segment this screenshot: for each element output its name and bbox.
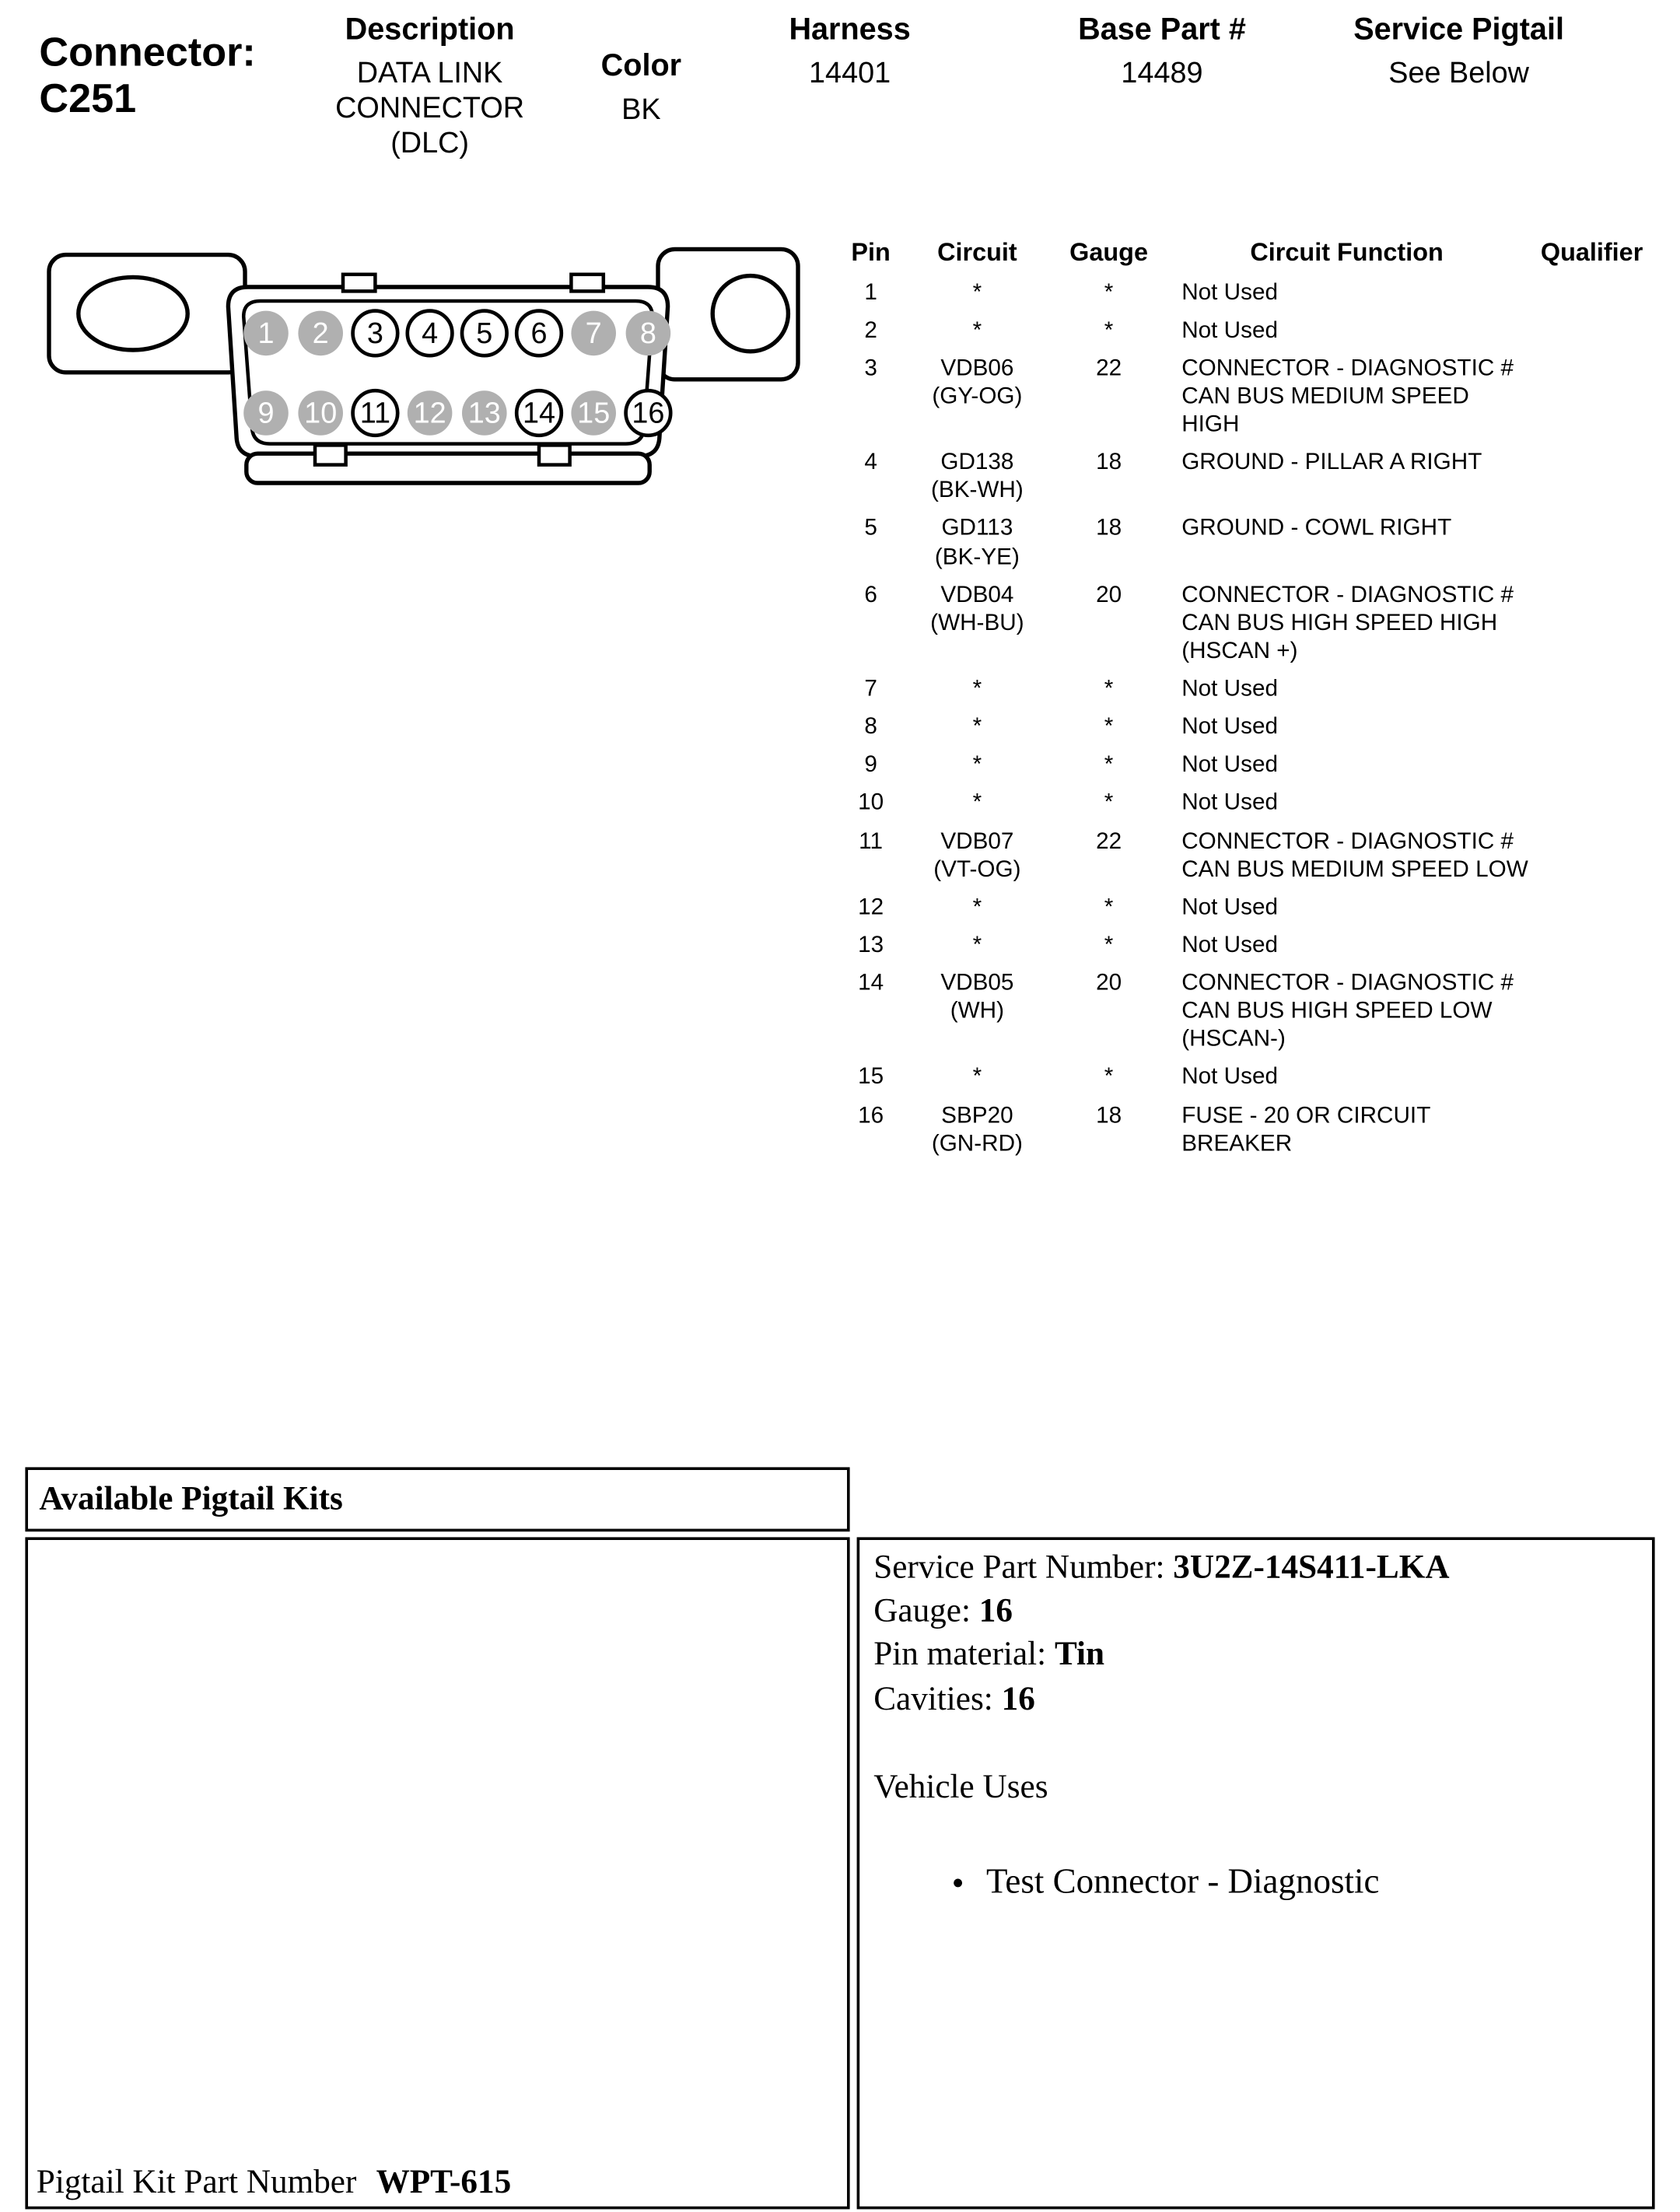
- pin-material-line: [873, 1634, 1638, 1678]
- service-pigtail-label: Service Pigtail: [1353, 11, 1564, 47]
- circuit-code: *: [972, 676, 982, 702]
- circuit-color-code: (VT-OG): [933, 856, 1021, 882]
- pin-number: 8: [864, 714, 877, 740]
- base-part-value: 14489: [1121, 57, 1203, 90]
- harness-label: Harness: [789, 11, 911, 47]
- bottom-tab-right: [539, 445, 570, 464]
- pin-number: 9: [864, 752, 877, 778]
- circuit-function-cell: CONNECTOR - DIAGNOSTIC # CAN BUS HIGH SPEED LOW (HSCAN-): [1181, 970, 1514, 1052]
- circuit-cell: [901, 675, 1052, 703]
- circuit-code: GD113: [941, 516, 1013, 541]
- pin-row-4: [840, 443, 1657, 509]
- circuit-code: VDB05: [940, 970, 1014, 996]
- circuit-color-code: (BK-YE): [934, 544, 1020, 569]
- service-part-number-line: [873, 1547, 1638, 1591]
- connector-label: Connector:: [39, 30, 256, 76]
- bottom-strip: [247, 453, 649, 483]
- qualifier-cell: [1529, 278, 1655, 306]
- qualifier-cell: [1529, 751, 1655, 779]
- description-label: Description: [345, 11, 515, 47]
- pin-number: 4: [864, 450, 877, 475]
- col-header-qualifier: Qualifier: [1540, 238, 1643, 266]
- qualifier-cell: [1529, 789, 1655, 817]
- pin-number-label-6: 6: [530, 317, 548, 350]
- pin-number: 6: [864, 582, 877, 607]
- circuit-cell: [901, 827, 1052, 883]
- circuit-function-cell: Not Used: [1181, 714, 1279, 740]
- circuit-cell: [901, 448, 1052, 504]
- color-value: BK: [621, 93, 661, 126]
- qualifier-cell: [1529, 827, 1655, 883]
- gauge-cell: *: [1104, 279, 1114, 305]
- circuit-cell: [901, 712, 1052, 740]
- circuit-function-cell: Not Used: [1181, 752, 1279, 778]
- pin-row-12: [840, 888, 1657, 926]
- left-ear-hole: [79, 277, 187, 350]
- circuit-function-cell: Not Used: [1181, 1064, 1279, 1090]
- vehicle-uses-list: [873, 1860, 1638, 1906]
- qualifier-cell: [1529, 448, 1655, 504]
- circuit-cell: [901, 1063, 1052, 1091]
- header-col-color: [578, 47, 704, 128]
- circuit-color-code: (BK-WH): [931, 478, 1024, 503]
- qualifier-cell: [1529, 931, 1655, 959]
- gauge-cell: *: [1104, 1064, 1114, 1090]
- circuit-code: *: [972, 279, 982, 305]
- pin-number: 1: [864, 279, 877, 305]
- cavities-line: [873, 1678, 1638, 1721]
- pin-number: 2: [864, 317, 877, 343]
- pin-number-label-7: 7: [585, 317, 602, 350]
- pigtail-kit-part-label: Pigtail Kit Part Number: [36, 2164, 357, 2201]
- pin-row-14: [840, 964, 1657, 1058]
- circuit-code: SBP20: [941, 1102, 1013, 1128]
- gauge-line: [873, 1591, 1638, 1634]
- pin-number-label-2: 2: [312, 317, 329, 350]
- circuit-code: VDB06: [940, 355, 1014, 381]
- col-header-pin: Pin: [851, 238, 891, 266]
- circuit-function-cell: FUSE - 20 OR CIRCUIT BREAKER: [1181, 1102, 1430, 1157]
- pin-row-16: [840, 1096, 1657, 1162]
- pin-row-6: [840, 576, 1657, 670]
- gauge-cell: *: [1104, 894, 1114, 920]
- gauge-cell: 18: [1096, 450, 1122, 475]
- pin-number-label-16: 16: [632, 397, 665, 430]
- qualifier-cell: [1529, 580, 1655, 665]
- gauge-cell: *: [1104, 789, 1114, 816]
- circuit-cell: [901, 514, 1052, 570]
- qualifier-cell: [1529, 316, 1655, 344]
- circuit-cell: [901, 751, 1052, 779]
- circuit-color-code: (GN-RD): [931, 1130, 1023, 1157]
- pin-number-label-15: 15: [577, 397, 611, 430]
- circuit-code: *: [972, 714, 982, 740]
- pin-number: 10: [858, 789, 884, 816]
- pigtail-kit-part-value: WPT-615: [376, 2164, 512, 2201]
- circuit-function-cell: Not Used: [1181, 279, 1279, 305]
- base-part-label: Base Part #: [1078, 11, 1246, 47]
- available-pigtail-kits-title: Available Pigtail Kits: [39, 1480, 343, 1517]
- circuit-function-cell: CONNECTOR - DIAGNOSTIC # CAN BUS HIGH SPEED HIGH (HSCAN +): [1181, 582, 1514, 663]
- pin-row-2: [840, 311, 1657, 349]
- qualifier-cell: [1529, 514, 1655, 570]
- qualifier-cell: [1529, 1063, 1655, 1091]
- pigtail-kit-part-line: [37, 2165, 511, 2203]
- pin-row-13: [840, 926, 1657, 964]
- pin-row-8: [840, 708, 1657, 746]
- gauge-cell: 18: [1096, 516, 1122, 541]
- pin-row-10: [840, 784, 1657, 822]
- circuit-color-code: (WH-BU): [930, 610, 1024, 635]
- circuit-cell: [901, 969, 1052, 1054]
- qualifier-cell: [1529, 969, 1655, 1054]
- pin-number-label-8: 8: [639, 317, 656, 350]
- circuit-function-cell: Not Used: [1181, 932, 1279, 957]
- qualifier-cell: [1529, 1101, 1655, 1157]
- pin-number: 12: [858, 894, 884, 920]
- col-header-circuit-function: Circuit Function: [1250, 238, 1444, 266]
- circuit-color-code: (GY-OG): [932, 383, 1023, 409]
- circuit-function-cell: CONNECTOR - DIAGNOSTIC # CAN BUS MEDIUM SPEED LOW: [1181, 828, 1528, 882]
- connector-diagram: [42, 238, 826, 501]
- circuit-function-cell: CONNECTOR - DIAGNOSTIC # CAN BUS MEDIUM SPEED HIGH: [1181, 355, 1514, 437]
- qualifier-cell: [1529, 675, 1655, 703]
- circuit-cell: [901, 1101, 1052, 1157]
- circuit-code: GD138: [940, 450, 1014, 475]
- circuit-cell: [901, 354, 1052, 439]
- circuit-function-cell: GROUND - PILLAR A RIGHT: [1181, 450, 1482, 475]
- description-value: DATA LINK CONNECTOR (DLC): [335, 57, 525, 160]
- gauge-cell: *: [1104, 932, 1114, 957]
- pin-number-label-13: 13: [467, 397, 501, 430]
- vehicle-use-item: ● Test Connector - Diagnostic: [873, 1860, 1638, 1906]
- pin-number: 13: [858, 932, 884, 957]
- pin-number: 7: [864, 676, 877, 702]
- circuit-function-cell: Not Used: [1181, 894, 1279, 920]
- header-col-service-pigtail: [1326, 11, 1592, 91]
- circuit-cell: [901, 278, 1052, 306]
- gauge-value: 16: [978, 1593, 1013, 1630]
- pin-number-label-1: 1: [257, 317, 275, 350]
- pin-material-value: Tin: [1054, 1636, 1105, 1674]
- pin-row-3: [840, 349, 1657, 443]
- pin-number: 11: [859, 828, 884, 854]
- pin-number-label-4: 4: [422, 317, 439, 350]
- gauge-cell: 22: [1096, 355, 1122, 381]
- circuit-function-cell: Not Used: [1181, 317, 1279, 343]
- gauge-cell: *: [1104, 317, 1114, 343]
- circuit-function-cell: GROUND - COWL RIGHT: [1181, 516, 1452, 541]
- header-col-base-part: [1043, 11, 1281, 91]
- pin-number-label-11: 11: [359, 397, 391, 430]
- pin-number-label-10: 10: [304, 397, 338, 430]
- vehicle-uses-title: Vehicle Uses: [873, 1769, 1048, 1806]
- pin-number-label-14: 14: [522, 397, 556, 430]
- header-col-description: [311, 11, 549, 162]
- circuit-code: *: [972, 752, 982, 778]
- gauge-cell: 18: [1096, 1102, 1122, 1128]
- qualifier-cell: [1529, 712, 1655, 740]
- circuit-code: *: [972, 894, 982, 920]
- pin-table-header: [840, 238, 1657, 268]
- gauge-cell: 20: [1096, 970, 1122, 996]
- gauge-label: Gauge:: [873, 1593, 971, 1630]
- circuit-code: *: [972, 789, 982, 816]
- pin-row-11: [840, 822, 1657, 888]
- pin-row-5: [840, 509, 1657, 576]
- top-notch-left: [343, 275, 375, 292]
- qualifier-cell: [1529, 893, 1655, 921]
- gauge-cell: 20: [1096, 582, 1122, 607]
- connector-id: C251: [39, 77, 137, 123]
- cavities-value: 16: [1001, 1681, 1035, 1717]
- circuit-cell: [901, 580, 1052, 665]
- circuit-cell: [901, 789, 1052, 817]
- service-part-number-value: 3U2Z-14S411-LKA: [1173, 1549, 1450, 1587]
- circuit-cell: [901, 893, 1052, 921]
- pin-number-label-3: 3: [366, 317, 383, 350]
- available-pigtail-kits-box: [25, 1467, 849, 1531]
- service-pigtail-value: See Below: [1388, 57, 1529, 90]
- circuit-code: VDB07: [940, 828, 1014, 854]
- circuit-code: *: [972, 317, 982, 343]
- col-header-circuit: Circuit: [937, 238, 1017, 266]
- gauge-cell: 22: [1096, 828, 1122, 854]
- connector-title: [39, 31, 255, 124]
- pin-material-label: Pin material:: [873, 1636, 1047, 1674]
- pin-table: [840, 238, 1657, 1162]
- bottom-tab-left: [315, 445, 346, 464]
- pin-number-label-9: 9: [257, 397, 275, 430]
- pin-number: 3: [864, 355, 877, 381]
- gauge-cell: *: [1104, 752, 1114, 778]
- service-part-box: [857, 1537, 1655, 2209]
- pin-number: 16: [858, 1102, 884, 1128]
- pin-number: 14: [858, 970, 884, 996]
- pin-number-label-12: 12: [413, 397, 446, 430]
- pin-row-1: [840, 273, 1657, 311]
- harness-value: 14401: [809, 57, 891, 90]
- qualifier-cell: [1529, 354, 1655, 439]
- pin-row-15: [840, 1059, 1657, 1097]
- pin-row-7: [840, 670, 1657, 708]
- color-label: Color: [600, 47, 682, 83]
- top-notch-right: [571, 275, 603, 292]
- pin-number-label-5: 5: [476, 317, 493, 350]
- right-ear-hole: [712, 276, 788, 352]
- pin-number: 15: [858, 1064, 884, 1090]
- circuit-code: *: [972, 932, 982, 957]
- pin-number: 5: [864, 516, 877, 541]
- gauge-cell: *: [1104, 676, 1114, 702]
- cavities-label: Cavities:: [873, 1681, 993, 1717]
- pin-row-9: [840, 746, 1657, 784]
- circuit-function-cell: Not Used: [1181, 676, 1279, 702]
- circuit-color-code: (WH): [950, 998, 1005, 1024]
- circuit-function-cell: Not Used: [1181, 789, 1279, 816]
- circuit-code: VDB04: [940, 582, 1014, 607]
- gauge-cell: *: [1104, 714, 1114, 740]
- circuit-code: *: [972, 1064, 982, 1090]
- col-header-gauge: Gauge: [1069, 238, 1148, 266]
- circuit-cell: [901, 316, 1052, 344]
- pin-table-body: [840, 273, 1657, 1162]
- service-part-number-label: Service Part Number:: [873, 1549, 1165, 1587]
- pigtail-kit-box: [25, 1537, 849, 2209]
- circuit-cell: [901, 931, 1052, 959]
- header-col-harness: [745, 11, 955, 91]
